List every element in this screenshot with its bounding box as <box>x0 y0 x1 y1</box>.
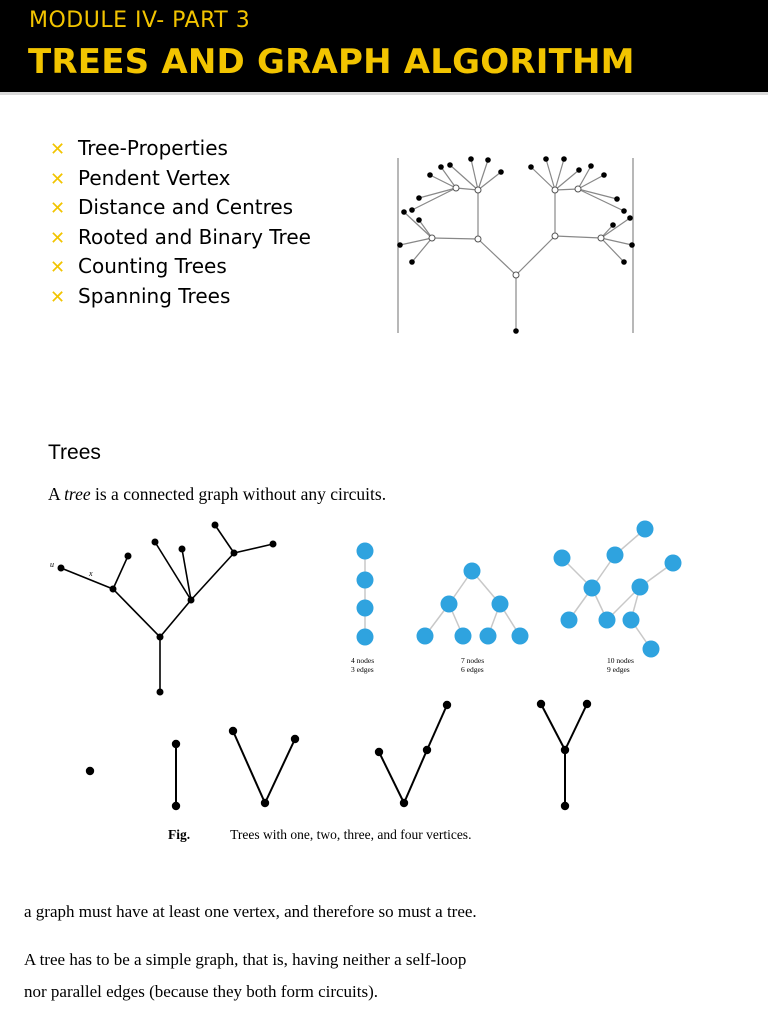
bullet-x-icon: ✕ <box>50 257 66 278</box>
topic-label: Counting Trees <box>78 254 227 278</box>
module-subtitle: MODULE IV- PART 3 <box>29 8 251 33</box>
bullet-x-icon: ✕ <box>50 139 66 160</box>
figure-label: Fig. <box>168 827 191 842</box>
tree-count-label: 7 nodes 6 edges <box>461 656 485 674</box>
bullet-x-icon: ✕ <box>50 227 66 249</box>
topic-label: Rooted and Binary Tree <box>78 224 311 249</box>
section-heading: Trees <box>48 441 101 464</box>
topic-label: Spanning Trees <box>78 283 231 308</box>
tree-definition: A tree is a connected graph without any circuits. <box>48 484 387 504</box>
figure-caption: Fig. Trees with one, two, three, and four vertices. <box>168 827 472 842</box>
bullet-x-icon: ✕ <box>50 286 66 308</box>
topic-label: Distance and Centres <box>78 195 294 219</box>
note-text: nor parallel edges (because they both form circuits). <box>24 982 379 1001</box>
bullet-x-icon: ✕ <box>50 168 66 190</box>
note-text: A tree has to be a simple graph, that is, having neither a self-loop <box>24 950 467 969</box>
vertex-label-u: u <box>50 560 54 569</box>
vertex-label-x: x <box>89 569 93 578</box>
slide-title: TREES AND GRAPH ALGORITHM <box>28 42 635 82</box>
tree-count-label: 10 nodes 9 edges <box>607 656 634 674</box>
bullet-x-icon: ✕ <box>50 198 66 219</box>
note-text: a graph must have at least one vertex, and therefore so must a tree. <box>24 902 477 921</box>
term-tree: tree <box>64 484 91 504</box>
topic-label: Pendent Vertex <box>78 165 231 190</box>
topic-label: Tree-Properties <box>78 136 228 160</box>
tree-count-label: 4 nodes 3 edges <box>351 656 375 674</box>
